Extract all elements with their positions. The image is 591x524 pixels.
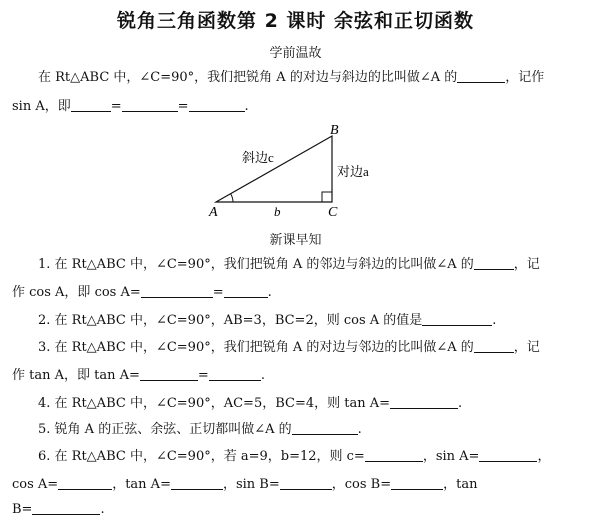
equals-sign: = [197,368,209,383]
answer-blank[interactable] [390,394,458,409]
review-text-2: sin A，即 [12,99,71,114]
angle-a-arc [231,194,233,202]
question-3-line-1 [38,338,591,358]
new-heading: 新课早知 [269,233,322,248]
answer-blank[interactable] [32,500,100,515]
answer-blank[interactable] [209,366,261,381]
equals-sign: = [212,285,224,300]
opposite-side-label: 对边a [337,164,369,179]
hypotenuse-label: 斜边c [242,150,274,165]
question-text: 作 cos A，即 cos A= [12,285,141,300]
question-text: ，记 [513,257,540,272]
side-b-label: b [274,204,281,219]
answer-blank[interactable] [141,283,213,298]
question-text: 3. 在 Rt△ABC 中，∠C=90°，我们把锐角 A 的对边与邻边的比叫做∠A 的 [38,340,474,355]
answer-blank[interactable] [422,311,492,326]
triangle-diagram [200,118,390,222]
vertex-c-label: C [328,205,338,220]
question-text: ，tan [443,477,478,492]
vertex-a-label: A [209,205,218,220]
answer-blank[interactable] [171,475,223,490]
question-text: 4. 在 Rt△ABC 中，∠C=90°，AC=5，BC=4，则 tan A= [38,396,391,411]
answer-blank[interactable] [365,447,423,462]
answer-blank[interactable] [140,366,198,381]
question-text: ，tan A= [112,477,171,492]
answer-blank[interactable] [224,283,268,298]
review-text-1: 在 Rt△ABC 中，∠C=90°，我们把锐角 A 的对边与斜边的比叫做∠A 的 [38,70,458,85]
answer-blank[interactable] [479,447,537,462]
question-text: ， [537,449,551,464]
period: . [100,502,105,517]
question-2 [38,311,591,331]
question-4 [38,394,591,414]
question-text: 6. 在 Rt△ABC 中，∠C=90°，若 a=9，b=12，则 c= [38,449,365,464]
review-line-1 [38,68,591,88]
period: . [244,99,249,114]
question-text: 1. 在 Rt△ABC 中，∠C=90°，我们把锐角 A 的邻边与斜边的比叫做∠A 的 [38,257,474,272]
answer-blank[interactable] [58,475,112,490]
answer-blank[interactable] [474,255,514,270]
question-text: ，记 [513,340,540,355]
review-heading: 学前温故 [269,46,322,61]
answer-blank[interactable] [457,68,505,83]
period: . [357,422,362,437]
question-text: ，cos B= [331,477,392,492]
question-text: 作 tan A，即 tan A= [12,368,140,383]
question-1-line-2 [12,283,582,303]
question-6-line-2 [12,475,582,495]
review-line-2 [12,97,582,117]
question-1-line-1 [38,255,591,275]
period: . [492,313,497,328]
question-text: 5. 锐角 A 的正弦、余弦、正切都叫做∠A 的 [38,422,292,437]
answer-blank[interactable] [292,420,358,435]
period: . [458,396,463,411]
question-text: 2. 在 Rt△ABC 中，∠C=90°，AB=3，BC=2，则 cos A 的值是 [38,313,423,328]
answer-blank[interactable] [474,338,514,353]
question-6-line-3 [12,500,582,520]
equals-sign: = [177,99,189,114]
question-text: cos A= [12,477,59,492]
period: . [260,368,265,383]
triangle-shape [216,136,332,202]
answer-blank[interactable] [280,475,332,490]
period: . [267,285,272,300]
answer-blank[interactable] [391,475,443,490]
question-6-line-1 [38,447,591,467]
review-text-1b: ，记作 [505,70,545,85]
vertex-b-label: B [330,123,339,138]
answer-blank[interactable] [189,97,245,112]
question-5 [38,420,591,440]
answer-blank[interactable] [122,97,178,112]
equals-sign: = [110,99,122,114]
question-text: ，sin A= [422,449,480,464]
page-title: 锐角三角函数第 2 课时 余弦和正切函数 [116,10,475,32]
question-text: ，sin B= [222,477,280,492]
right-angle-mark [322,192,332,202]
answer-blank[interactable] [71,97,111,112]
question-3-line-2 [12,366,582,386]
question-text: B= [12,502,33,517]
